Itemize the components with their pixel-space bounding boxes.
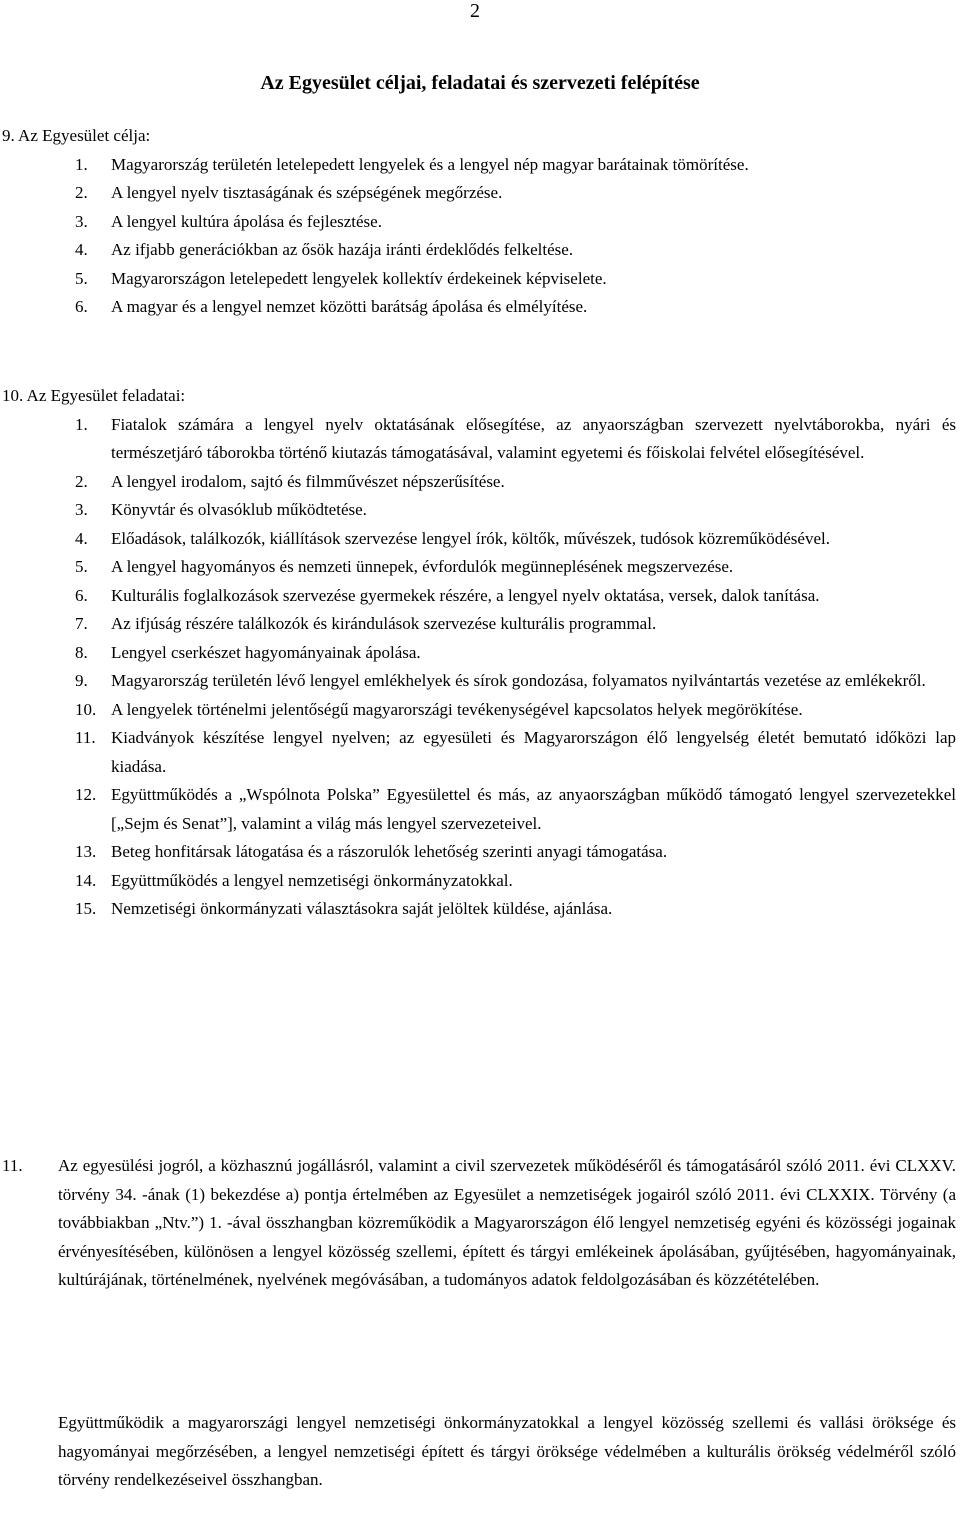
list-item: 6. Kulturális foglalkozások szervezése gyermekek részére, a lengyel nyelv oktatása, versek, dalok tanítása. — [75, 585, 820, 605]
list-item: 3. Könyvtár és olvasóklub működtetése. — [75, 500, 367, 519]
list-item: 3. A lengyel kultúra ápolása és fejlesztése. — [75, 211, 382, 231]
section-11-text: Az egyesülési jogról, a közhasznú jogállásról, valamint a civil szervezetek működéséről és támogatásáról szóló 2011. évi CLXXV. törvény 34. -ának (1) bekezdése a) pontja értelmében az Egyesület a nemzetiségek jogairól szóló 2011. évi CLXXIX. Törvény (a továbbiakban „Ntv.”) 1. -ával összhangban közreműködik a Magyarországon élő lengyel nemzetiség egyéni és közösségi jogainak érvényesítésében, különösen a lengyel közösség szellemi, épített és tárgyi emlékeinek ápolásában, gyűjtésében, hagyományainak, kultúrájának, történelmének, nyelvének megóvásában, a tudományos adatok feldolgozásában és közzétételében. — [58, 1156, 956, 1289]
section-10-number: 10. — [2, 386, 24, 405]
list-item: 5. Magyarországon letelepedett lengyelek kollektív érdekeinek képviselete. — [75, 268, 607, 288]
list-item: 15. Nemzetiségi önkormányzati választásokra saját jelöltek küldése, ajánlása. — [75, 899, 613, 918]
list-item: 1. Magyarország területén letelepedett lengyelek és a lengyel nép magyar barátainak tömörítése. — [75, 154, 749, 174]
list-item: 2. A lengyel nyelv tisztaságának és szépségének megőrzése. — [75, 183, 503, 202]
list-item: 10. A lengyelek történelmi jelentőségű magyarországi tevékenységével kapcsolatos helyek megörökítése. — [75, 699, 803, 719]
list-item: 2. A lengyel irodalom, sajtó és filmművészet népszerűsítése. — [75, 471, 505, 491]
page-title: Az Egyesület céljai, feladatai és szervezeti felépítése — [260, 72, 700, 94]
list-item: 8. Lengyel cserkészet hagyományainak ápolása. — [75, 642, 421, 662]
list-item: 4. Az ifjabb generációkban az ősök hazája iránti érdeklődés felkeltése. — [75, 240, 574, 259]
section-10 — [2, 382, 956, 924]
list-item: 13. Beteg honfitársak látogatása és a rászorulók lehetőség szerinti anyagi támogatása. — [75, 842, 668, 861]
section-11-number: 11. — [2, 1156, 23, 1175]
section-9-heading — [2, 122, 956, 151]
page-number: 2 — [470, 0, 480, 22]
list-item: 7. Az ifjúság részére találkozók és kirándulások szervezése kulturális programmal. — [75, 614, 657, 633]
section-10-title: Az Egyesület feladatai: — [23, 386, 186, 405]
list-item: 11. Kiadványok készítése lengyel nyelven; az egyesületi és Magyarországon élő lengyelség életét bemutató időközi lap kiadása. — [75, 728, 956, 776]
list-item: 6. A magyar és a lengyel nemzet közötti barátság ápolása és elmélyítése. — [75, 297, 588, 316]
closing-paragraph: Együttműködik a magyarországi lengyel nemzetiségi önkormányzatokkal a lengyel közösség szellemi és vallási öröksége és hagyományai megőrzésében, a lengyel nemzetiségi épített és tárgyi öröksége védelmében a kulturális örökség védelméről szóló törvény rendelkezéseivel összhangban. — [58, 1413, 956, 1489]
list-item: 12. Együttműködés a „Wspólnota Polska” Egyesülettel és más, az anyaországban működő támogató lengyel szervezetekkel [„Sejm és Senat”], valamint a világ más lengyel szervezeteivel. — [75, 785, 956, 833]
section-11 — [2, 1152, 956, 1295]
section-10-list — [2, 411, 956, 924]
section-9 — [2, 122, 956, 322]
list-item: 1. Fiatalok számára a lengyel nyelv oktatásának elősegítése, az anyaországban szervezett nyelvtáborokba, nyári és természetjáró táborokba történő kiutazás támogatásával, valamint egyetemi és főiskolai felvétel elősegítésével. — [75, 414, 956, 462]
section-9-number: 9. — [2, 126, 15, 145]
list-item: 14. Együttműködés a lengyel nemzetiségi önkormányzatokkal. — [75, 870, 513, 890]
section-9-title: Az Egyesület célja: — [14, 126, 151, 145]
list-item: 4. Előadások, találkozók, kiállítások szervezése lengyel írók, költők, művészek, tudósok közreműködésével. — [75, 528, 830, 548]
section-10-heading — [2, 382, 956, 411]
list-item: 9. Magyarország területén lévő lengyel emlékhelyek és sírok gondozása, folyamatos nyilvántartás vezetése az emlékekről. — [75, 671, 926, 690]
section-9-list — [2, 151, 956, 322]
list-item: 5. A lengyel hagyományos és nemzeti ünnepek, évfordulók megünneplésének megszervezése. — [75, 557, 734, 576]
